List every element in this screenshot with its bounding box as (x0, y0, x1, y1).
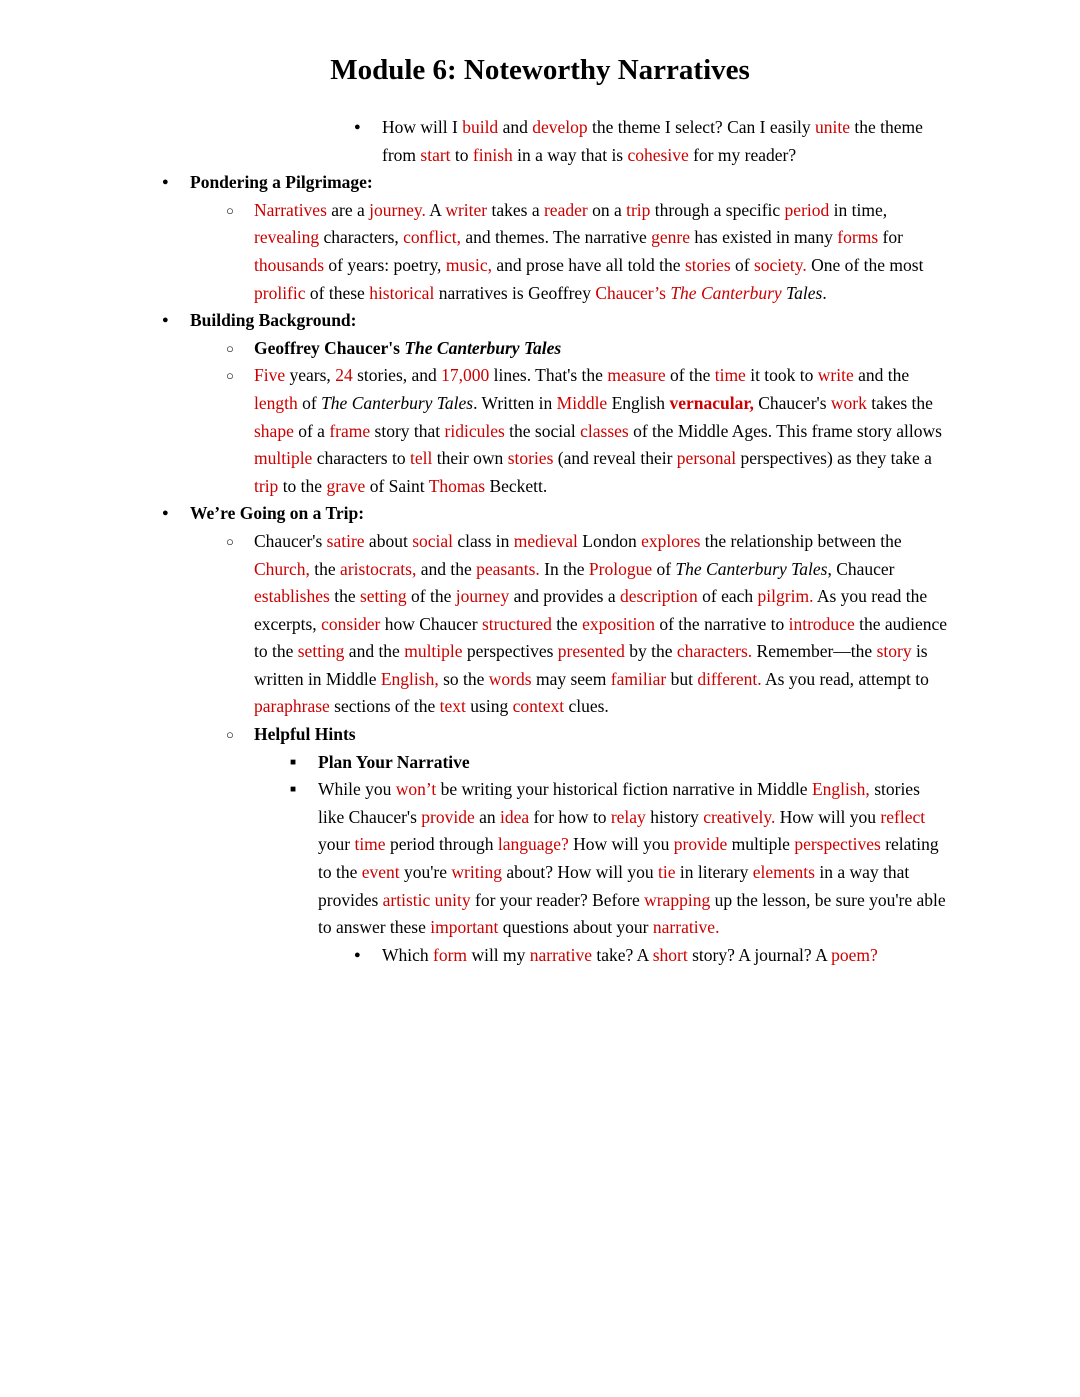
text-run: questions about your (498, 917, 653, 938)
text-run: of a (293, 420, 330, 441)
text-run: it took to (745, 365, 818, 386)
highlighted-term: length (254, 392, 298, 413)
highlighted-term: tie (658, 862, 676, 883)
list-item-text (254, 197, 950, 307)
highlighted-term: poem? (831, 944, 878, 965)
highlighted-term: The Canterbury (670, 282, 782, 303)
text-run: A (425, 199, 446, 220)
highlighted-term: short (652, 944, 688, 965)
list-item (0, 114, 1080, 169)
text-run: in literary (675, 862, 753, 883)
text-run: and provides a (509, 586, 621, 607)
text-run: relating to the (318, 834, 939, 883)
highlighted-term: paraphrase (254, 696, 330, 717)
text-run: your (318, 834, 355, 855)
text-run: As you read the excerpts, (254, 586, 928, 634)
highlighted-term: tell (409, 448, 433, 469)
text-run: you're (399, 862, 452, 883)
highlighted-term: frame (329, 420, 371, 441)
highlighted-term: elements (752, 862, 815, 883)
text-run: Building Background: (190, 310, 357, 331)
circle-bullet-icon: ○ (226, 533, 234, 549)
highlighted-term: prolific (254, 282, 306, 303)
highlighted-term: Five (254, 365, 286, 386)
highlighted-term: historical (369, 282, 435, 303)
highlighted-term: English, (380, 668, 439, 689)
text-run: Chaucer's (254, 530, 327, 551)
text-run: sections of the (329, 696, 440, 717)
circle-bullet-icon: ○ (226, 727, 234, 743)
list-item-text (254, 528, 950, 721)
text-run: How will you (775, 806, 881, 827)
highlighted-term: vernacular, (669, 392, 754, 413)
list-item-text (254, 335, 950, 363)
text-run: by the (624, 641, 677, 662)
highlighted-term: important (430, 917, 499, 938)
text-run: in time, (829, 199, 888, 220)
text-run: of years: poetry, (324, 254, 446, 275)
text-run: and (498, 117, 533, 137)
text-run: How will you (568, 834, 674, 855)
list-item (0, 500, 1080, 528)
text-run: of the narrative to (654, 613, 789, 634)
highlighted-term: setting (297, 641, 345, 662)
text-run: the social (504, 420, 581, 441)
text-run: English (607, 392, 670, 413)
square-bullet-icon: ■ (290, 784, 297, 796)
highlighted-term: thousands (254, 254, 324, 275)
text-run: One of the most (806, 254, 924, 275)
text-run: the theme I select? Can I easily (587, 117, 816, 137)
list-item-text (318, 749, 950, 777)
text-run: of the (406, 586, 456, 607)
highlighted-term: journey (455, 586, 510, 607)
text-run: and themes. The narrative (460, 227, 652, 248)
text-run: to (450, 144, 473, 165)
text-run: may seem (531, 668, 611, 689)
text-run: The Canterbury Tales (675, 558, 828, 579)
highlighted-term: social (412, 530, 454, 551)
text-run: In the (539, 558, 589, 579)
highlighted-term: characters. (676, 641, 753, 662)
disc-bullet-icon: ● (162, 176, 169, 189)
text-run: How will I (382, 117, 463, 137)
highlighted-term: write (817, 365, 854, 386)
text-run: clues. (564, 696, 609, 717)
highlighted-term: narrative. (652, 917, 720, 938)
disc-bullet-icon: ● (354, 121, 361, 133)
list-item-text (382, 942, 950, 970)
text-run: on a (587, 199, 627, 220)
highlighted-term: shape (254, 420, 294, 441)
text-run: of (297, 392, 322, 413)
text-run: Chaucer's (753, 392, 831, 413)
text-run: . Written in (473, 392, 557, 413)
highlighted-term: 17,000 (441, 365, 490, 386)
highlighted-term: event (361, 862, 400, 883)
highlighted-term: establishes (254, 586, 330, 607)
text-run: narratives is Geoffrey (434, 282, 596, 303)
highlighted-term: structured (481, 613, 552, 634)
highlighted-term: start (420, 144, 451, 165)
highlighted-term: wrapping (644, 889, 711, 910)
text-run: the relationship between the (700, 530, 902, 551)
page-title: Module 6: Noteworthy Narratives (330, 54, 750, 86)
highlighted-term: satire (326, 530, 365, 551)
list-item-text (190, 307, 950, 335)
text-run: the (309, 558, 341, 579)
text-run: Remember—the (752, 641, 877, 662)
text-run: but (666, 668, 698, 689)
list-item (0, 528, 1080, 721)
text-run: for how to (529, 806, 611, 827)
highlighted-term: grave (326, 475, 366, 496)
text-run: Tales (781, 282, 823, 303)
text-run: the (551, 613, 583, 634)
highlighted-term: Chaucer’s (595, 282, 671, 303)
text-run: Helpful Hints (254, 724, 356, 745)
text-run: perspectives) as they take a (736, 448, 932, 469)
highlighted-term: Church, (254, 558, 310, 579)
highlighted-term: trip (254, 475, 279, 496)
highlighted-term: writing (451, 862, 502, 883)
text-run: their own (432, 448, 508, 469)
text-run: characters to (312, 448, 410, 469)
text-run: the audience to the (254, 613, 948, 662)
highlighted-term: English, (811, 779, 870, 800)
list-item-text (254, 721, 950, 749)
list-item-text (190, 169, 950, 197)
highlighted-term: finish (472, 144, 513, 165)
highlighted-term: won’t (395, 779, 437, 800)
text-run: take? A (591, 944, 653, 965)
disc-bullet-icon: ● (354, 948, 361, 961)
text-run: how Chaucer (380, 613, 482, 634)
text-run: Which (382, 944, 434, 965)
text-run: using (465, 696, 513, 717)
text-run: of the (665, 365, 715, 386)
highlighted-term: journey. (369, 199, 426, 220)
text-run: multiple (727, 834, 795, 855)
highlighted-term: multiple (404, 641, 463, 662)
highlighted-term: consider (321, 613, 381, 634)
highlighted-term: introduce (788, 613, 855, 634)
highlighted-term: reflect (880, 806, 926, 827)
highlighted-term: stories (684, 254, 731, 275)
text-run: Plan Your Narrative (318, 751, 470, 772)
list-item (0, 942, 1080, 970)
text-run: and the (416, 558, 477, 579)
highlighted-term: words (488, 668, 532, 689)
highlighted-term: provide (421, 806, 475, 827)
text-run: for (878, 227, 903, 248)
highlighted-term: develop (532, 117, 588, 137)
text-run: stories like Chaucer's (318, 779, 920, 827)
text-run: While you (318, 779, 396, 800)
text-run: The Canterbury Tales (321, 392, 474, 413)
highlighted-term: revealing (254, 227, 320, 248)
text-run: characters, (319, 227, 404, 248)
highlighted-term: multiple (254, 448, 313, 469)
text-run: about? How will you (501, 862, 658, 883)
highlighted-term: creatively. (703, 806, 776, 827)
text-run: class in (453, 530, 514, 551)
text-run: through a specific (650, 199, 785, 220)
text-run: in a way that is (512, 144, 628, 165)
highlighted-term: time (354, 834, 386, 855)
text-run: of (730, 254, 754, 275)
list-item (0, 362, 1080, 500)
text-run: is written in Middle (254, 641, 928, 689)
list-item (0, 197, 1080, 307)
highlighted-term: text (439, 696, 466, 717)
highlighted-term: personal (676, 448, 737, 469)
highlighted-term: different. (697, 668, 762, 689)
text-run: to the (278, 475, 327, 496)
highlighted-term: forms (837, 227, 879, 248)
square-bullet-icon: ■ (290, 756, 297, 768)
highlighted-term: society. (753, 254, 807, 275)
highlighted-term: cohesive (627, 144, 689, 165)
disc-bullet-icon: ● (162, 314, 169, 327)
text-run: are a (326, 199, 370, 220)
text-run: and the (344, 641, 405, 662)
text-run: Pondering a Pilgrimage: (190, 172, 373, 193)
text-run: the (329, 586, 360, 607)
highlighted-term: presented (557, 641, 625, 662)
highlighted-term: period (784, 199, 830, 220)
text-run: years, (285, 365, 336, 386)
text-run: in a way that provides (318, 862, 910, 910)
text-run: The Canterbury Tales (404, 337, 562, 358)
highlighted-term: familiar (610, 668, 667, 689)
text-run: of these (305, 282, 370, 303)
highlighted-term: time (714, 365, 746, 386)
text-run: for my reader? (688, 144, 797, 165)
highlighted-term: genre (651, 227, 691, 248)
text-run: an (474, 806, 501, 827)
text-run: up the lesson, be sure you're able to answer these (318, 889, 946, 938)
text-run: London (577, 530, 642, 551)
highlighted-term: ridicules (444, 420, 505, 441)
text-run: about (364, 530, 413, 551)
circle-bullet-icon: ○ (226, 202, 234, 218)
highlighted-term: unite (815, 117, 851, 137)
highlighted-term: Thomas (428, 475, 486, 496)
text-run: Beckett. (485, 475, 548, 496)
highlighted-term: measure (607, 365, 666, 386)
highlighted-term: work (830, 392, 867, 413)
text-run: takes a (487, 199, 544, 220)
text-run: of Saint (365, 475, 429, 496)
list-item-text (254, 362, 950, 500)
highlighted-term: trip (626, 199, 651, 220)
list-item (0, 307, 1080, 335)
document-body (0, 114, 1080, 969)
text-run: story? A journal? A (687, 944, 832, 965)
highlighted-term: conflict, (403, 227, 461, 248)
highlighted-term: aristocrats, (340, 558, 417, 579)
text-run: takes the (866, 392, 933, 413)
list-item-text (382, 114, 950, 169)
circle-bullet-icon: ○ (226, 368, 234, 384)
text-run: period through (385, 834, 498, 855)
text-run: We’re Going on a Trip: (190, 503, 365, 524)
text-run: the theme from (382, 117, 923, 165)
text-run: has existed in many (690, 227, 838, 248)
highlighted-term: setting (359, 586, 407, 607)
text-run: . (822, 282, 827, 303)
list-item (0, 721, 1080, 749)
highlighted-term: narrative (529, 944, 592, 965)
highlighted-term: description (620, 586, 698, 607)
text-run: stories, and (352, 365, 442, 386)
highlighted-term: Prologue (588, 558, 653, 579)
highlighted-term: peasants. (476, 558, 540, 579)
list-item-text (318, 776, 950, 942)
text-run: (and reveal their (553, 448, 677, 469)
text-run: so the (438, 668, 489, 689)
text-run: Geoffrey Chaucer's (254, 337, 405, 358)
highlighted-term: medieval (513, 530, 578, 551)
highlighted-term: language? (497, 834, 569, 855)
text-run: and the (853, 365, 910, 386)
text-run: of (652, 558, 676, 579)
highlighted-term: music, (445, 254, 492, 275)
text-run: will my (467, 944, 530, 965)
highlighted-term: exposition (582, 613, 655, 634)
highlighted-term: relay (610, 806, 646, 827)
text-run: history (645, 806, 704, 827)
highlighted-term: classes (580, 420, 629, 441)
highlighted-term: idea (500, 806, 530, 827)
list-item (0, 335, 1080, 363)
list-item-text (190, 500, 950, 528)
highlighted-term: perspectives (794, 834, 881, 855)
text-run: and prose have all told the (492, 254, 685, 275)
highlighted-term: stories (507, 448, 554, 469)
text-run: lines. That's the (489, 365, 608, 386)
text-run: story that (370, 420, 445, 441)
highlighted-term: Middle (556, 392, 608, 413)
list-item (0, 776, 1080, 942)
highlighted-term: explores (641, 530, 701, 551)
text-run: perspectives (462, 641, 558, 662)
highlighted-term: form (433, 944, 468, 965)
list-item (0, 169, 1080, 197)
text-run: for your reader? Before (470, 889, 645, 910)
highlighted-term: reader (543, 199, 588, 220)
highlighted-term: Narratives (254, 199, 327, 220)
text-run: be writing your historical fiction narrative in Middle (436, 779, 812, 800)
highlighted-term: writer (445, 199, 488, 220)
highlighted-term: build (462, 117, 499, 137)
text-run: of the Middle Ages. This frame story allows (628, 420, 942, 441)
highlighted-term: context (512, 696, 565, 717)
list-item (0, 749, 1080, 777)
highlighted-term: provide (673, 834, 728, 855)
text-run: As you read, attempt to (761, 668, 929, 689)
text-run: , Chaucer (827, 558, 895, 579)
highlighted-term: 24 (335, 365, 353, 386)
disc-bullet-icon: ● (162, 507, 169, 520)
circle-bullet-icon: ○ (226, 340, 234, 356)
highlighted-term: artistic unity (382, 889, 471, 910)
highlighted-term: pilgrim. (757, 586, 814, 607)
text-run: of each (697, 586, 758, 607)
highlighted-term: story (876, 641, 912, 662)
